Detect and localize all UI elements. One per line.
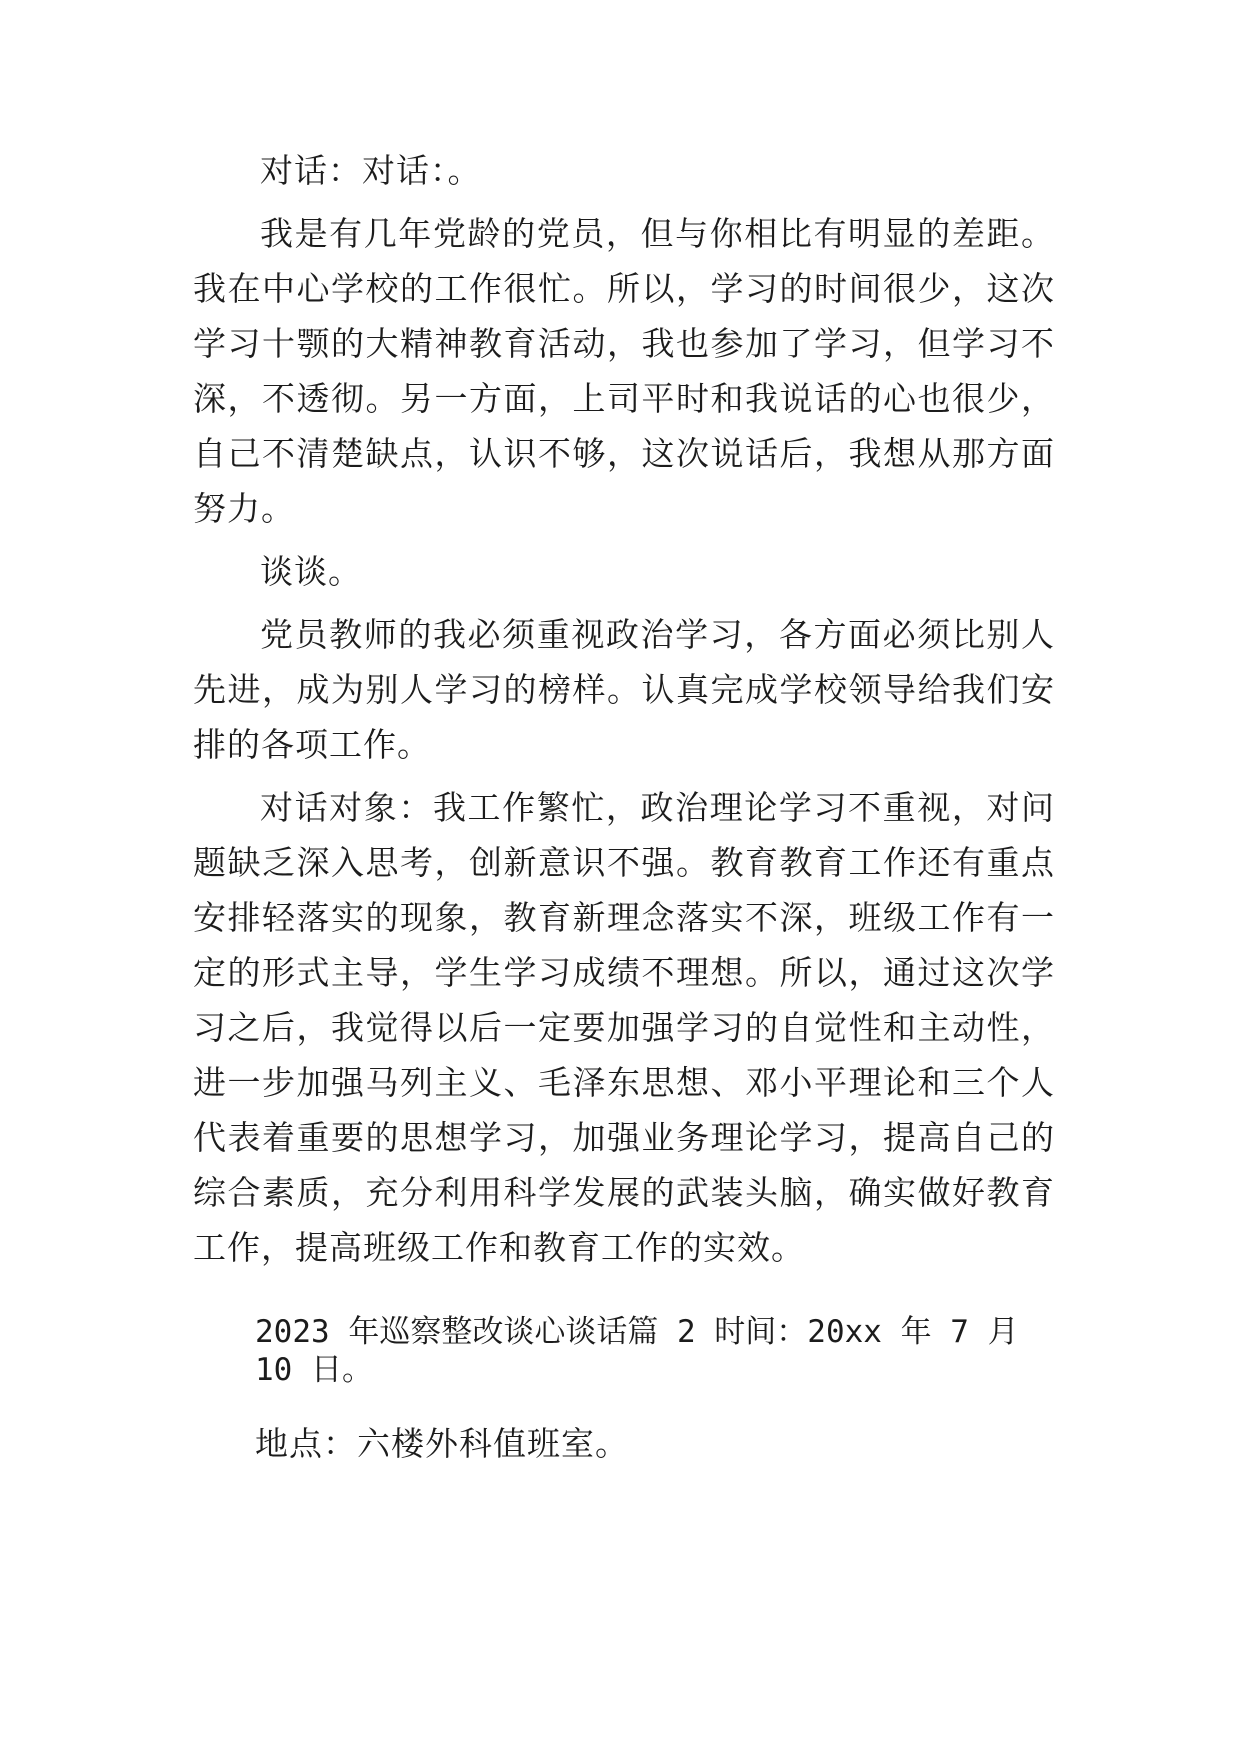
paragraph-talk-heading: 谈谈。 — [260, 552, 362, 591]
paragraph-teacher-duty: 党员教师的我必须重视政治学习，各方面必须比别人先进，成为别人学习的榜样。认真完成学校领导给我们安排的各项工作。 — [193, 615, 1055, 764]
paragraph-self-reflection: 我是有几年党龄的党员，但与你相比有明显的差距。我在中心学校的工作很忙。所以，学习的时间很少，这次学习十颚的大精神教育活动，我也参加了学习，但学习不深，不透彻。另一方面，上司平时和我说话的心也很少，自己不清楚缺点，认识不够，这次说话后，我想从那方面努力。 — [193, 214, 1055, 528]
section-2 — [255, 1313, 1055, 1471]
paragraph-dialogue-object: 对话对象：我工作繁忙，政治理论学习不重视，对问题缺乏深入思考，创新意识不强。教育教育工作还有重点安排轻落实的现象，教育新理念落实不深，班级工作有一定的形式主导，学生学习成绩不理想。所以，通过这次学习之后，我觉得以后一定要加强学习的自觉性和主动性，进一步加强马列主义、毛泽东思想、邓小平理论和三个人代表着重要的思想学习，加强业务理论学习，提高自己的综合素质，充分利用科学发展的武装头脑，确实做好教育工作，提高班级工作和教育工作的实效。 — [193, 788, 1055, 1267]
paragraph-dialogue-heading: 对话：对话：。 — [260, 151, 482, 190]
document-body — [193, 143, 1055, 1283]
section-2-title: 2023 年巡察整改谈心谈话篇 2 时间：20xx 年 7 月 10 日。 — [255, 1314, 1019, 1388]
section-2-location: 地点：六楼外科值班室。 — [255, 1424, 629, 1463]
